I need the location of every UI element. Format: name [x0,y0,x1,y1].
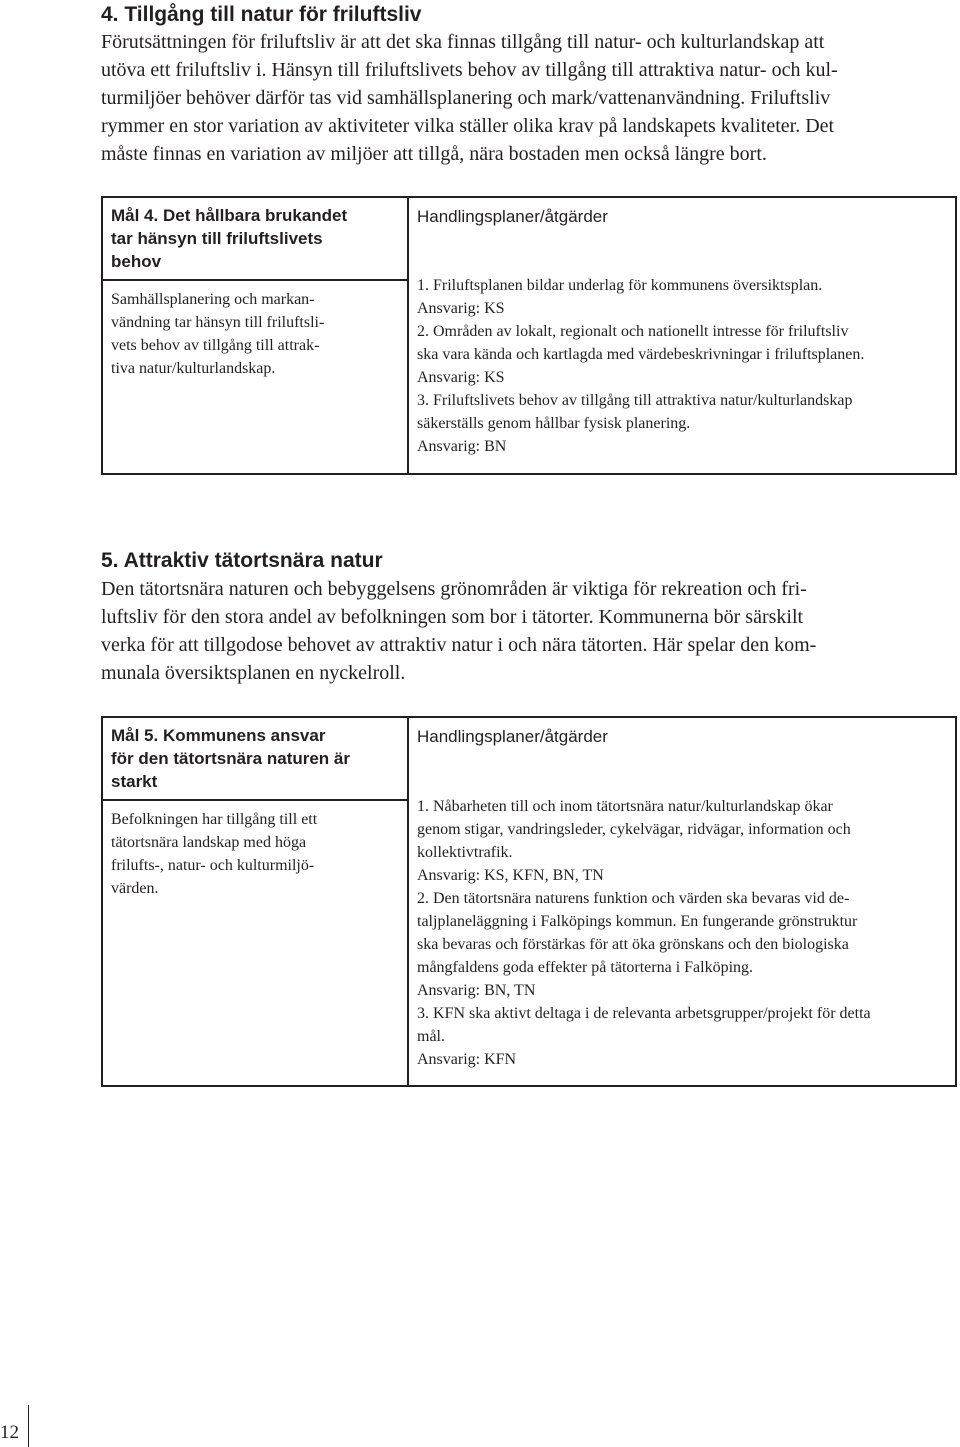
paragraph-line: turmiljöer behöver därför tas vid samhällsplanering och mark/vattenanvändning. Friluftsliv [101,87,831,109]
section-5-title: 5. Attraktiv tätortsnära natur [101,549,383,572]
paragraph-line: utöva ett friluftsliv i. Hänsyn till friluftslivets behov av tillgång till attraktiva natur- och kul- [101,59,838,81]
actions-header: Handlingsplaner/åtgärder [417,207,608,226]
action-line: mångfaldens goda effekter på tätorterna i Falköping. [417,959,754,976]
paragraph-line: munala översiktsplanen en nyckelroll. [101,662,406,684]
action-line: 3. Friluftslivets behov av tillgång till attraktiva natur/kulturlandskap [417,392,853,409]
action-line: 1. Friluftsplanen bildar underlag för kommunens översiktsplan. [417,277,823,294]
action-line: Ansvarig: KS [417,369,505,386]
action-line: 2. Områden av lokalt, regionalt och nationellt intresse för friluftsliv [417,323,849,340]
goal-4-title: Mål 4. Det hållbara brukandet tar hänsyn till friluftslivets behov [102,197,408,280]
action-line: ska vara kända och kartlagda med värdebeskrivningar i friluftsplanen. [417,346,865,363]
action-line: 3. KFN ska aktivt deltaga i de relevanta arbetsgrupper/projekt för detta [417,1005,871,1022]
paragraph-line: Den tätortsnära naturen och bebyggelsens grönområden är viktiga för rekreation och fri- [101,578,807,600]
goal-5-title: Mål 5. Kommunens ansvar för den tätortsnära naturen är starkt [102,717,408,800]
action-line: genom stigar, vandringsleder, cykelvägar, ridvägar, information och [417,821,851,838]
action-line: Ansvarig: KS [417,300,505,317]
page-number: 12 [0,1422,19,1443]
goal-4-table [101,196,957,475]
page-margin-rule [28,1405,29,1447]
action-line: 2. Den tätortsnära naturens funktion och värden ska bevaras vid de- [417,890,850,907]
action-line: Ansvarig: BN, TN [417,982,536,999]
action-line: mål. [417,1028,445,1045]
paragraph-line: Förutsättningen för friluftsliv är att det ska finnas tillgång till natur- och kulturlandskap att [101,31,825,53]
paragraph-line: luftsliv för den stora andel av befolkningen som bor i tätorter. Kommunerna bör särskilt [101,606,804,628]
section-4-paragraph [101,28,960,168]
goal-5-description: Befolkningen har tillgång till ett tätortsnära landskap med höga frilufts-, natur- och kulturmiljö- värden. [102,800,408,1086]
paragraph-line: verka för att tillgodose behovet av attraktiv natur i och nära tätorten. Här spelar den kom- [101,634,817,656]
action-line: 1. Nåbarheten till och inom tätortsnära natur/kulturlandskap ökar [417,798,833,815]
actions-header: Handlingsplaner/åtgärder [417,727,608,746]
action-line: Ansvarig: KFN [417,1051,517,1068]
action-line: kollektivtrafik. [417,844,513,861]
section-5-paragraph [101,575,960,687]
goal-5-table [101,716,957,1087]
action-line: ska bevaras och förstärkas för att öka grönskans och den biologiska [417,936,849,953]
action-line: taljplaneläggning i Falköpings kommun. En fungerande grönstruktur [417,913,858,930]
paragraph-line: rymmer en stor variation av aktiviteter vilka ställer olika krav på landskapets kvaliteter. Det [101,115,835,137]
action-line: Ansvarig: BN [417,438,507,455]
section-4-title: 4. Tillgång till natur för friluftsliv [101,3,422,26]
action-line: säkerställs genom hållbar fysisk planering. [417,415,691,432]
goal-4-description: Samhällsplanering och markan- vändning tar hänsyn till friluftsli- vets behov av tillgång till attrak- tiva natur/kulturlandskap. [102,280,408,474]
goal-5-actions [408,717,956,1086]
paragraph-line: måste finnas en variation av miljöer att tillgå, nära bostaden men också längre bort. [101,143,767,165]
goal-4-actions [408,197,956,474]
action-line: Ansvarig: KS, KFN, BN, TN [417,867,604,884]
